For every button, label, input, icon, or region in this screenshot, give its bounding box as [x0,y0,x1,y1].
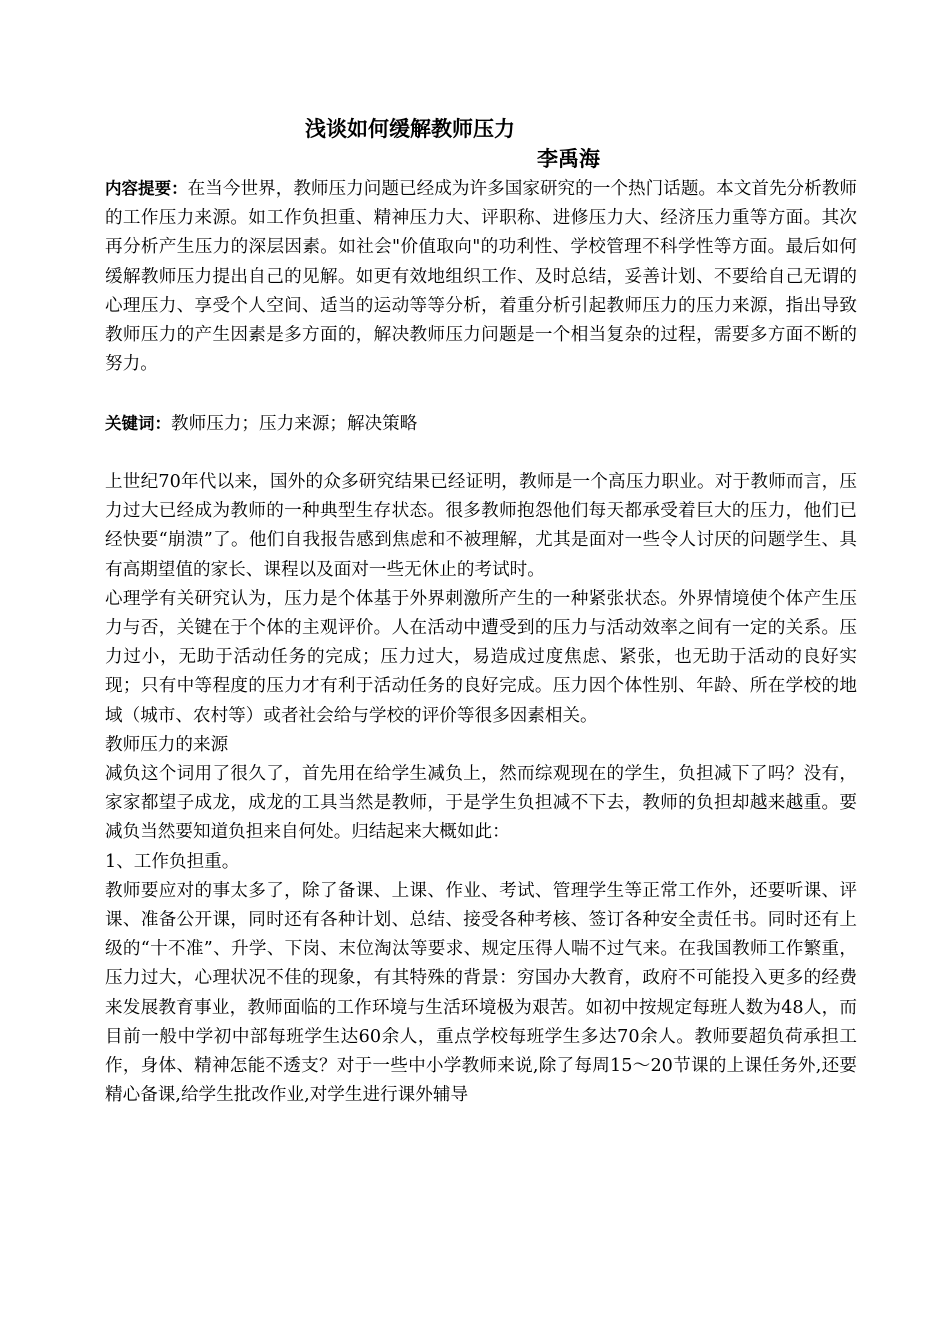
body-paragraph: 减负这个词用了很久了，首先用在给学生减负上，然而综观现在的学生，负担减下了吗？没有，家家都望子成龙，成龙的工具当然是教师，于是学生负担减不下去，教师的负担却越来越重。要减负当然要知道负担来自何处。归结起来大概如此： [105,764,857,843]
document-title: 浅谈如何缓解教师压力 [305,117,515,141]
list-item-heading: 1、工作负担重。 [105,851,240,872]
document-page [105,114,857,1110]
blank-line [105,439,857,468]
abstract-text: 在当今世界，教师压力问题已经成为许多国家研究的一个热门话题。本文首先分析教师的工作压力来源。如工作负担重、精神压力大、评职称、进修压力大、经济压力重等方面。其次再分析产生压力的深层因素。如社会"价值取向"的功利性、学校管理不科学性等方面。最后如何缓解教师压力提出自己的见解。如更有效地组织工作、及时总结，妥善计划、不要给自己无谓的心理压力、享受个人空间、适当的运动等等分析，着重分析引起教师压力的压力来源，指出导致教师压力的产生因素是多方面的，解决教师压力问题是一个相当复杂的过程，需要多方面不断的努力。 [105,179,858,375]
abstract-paragraph [105,174,857,379]
keywords-label: 关键词： [105,413,171,433]
body-paragraph: 教师要应对的事太多了，除了备课、上课、作业、考试、管理学生等正常工作外，还要听课、评课、准备公开课，同时还有各种计划、总结、接受各种考核、签订各种安全责任书。同时还有上级的“十不准”、升学、下岗、末位淘汰等要求、规定压得人喘不过气来。在我国教师工作繁重，压力过大，心理状况不佳的现象，有其特殊的背景：穷国办大教育，政府不可能投入更多的经费来发展教育事业，教师面临的工作环境与生活环境极为艰苦。如初中按规定每班人数为48人，而目前一般中学初中部每班学生达60余人，重点学校每班学生多达70余人。教师要超负荷承担工作，身体、精神怎能不透支？对于一些中小学教师来说,除了每周15～20节课的上课任务外,还要精心备课,给学生批改作业,对学生进行课外辅导 [105,880,857,1106]
body-paragraph: 上世纪70年代以来，国外的众多研究结果已经证明，教师是一个高压力职业。对于教师而言，压力过大已经成为教师的一种典型生存状态。很多教师抱怨他们每天都承受着巨大的压力，他们已经快要“崩溃”了。他们自我报告感到焦虑和不被理解，尤其是面对一些令人讨厌的问题学生、具有高期望值的家长、课程以及面对一些无休止的考试时。 [105,472,857,580]
section-heading: 教师压力的来源 [105,734,229,755]
abstract-label: 内容提要： [105,179,188,198]
body-paragraph: 心理学有关研究认为，压力是个体基于外界刺激所产生的一种紧张状态。外界情境使个体产生压力与否，关键在于个体的主观评价。人在活动中遭受到的压力与活动效率之间有一定的关系。压力过小，无助于活动任务的完成；压力过大，易造成过度焦虑、紧张，也无助于活动的良好实现；只有中等程度的压力才有利于活动任务的良好完成。压力因个体性别、年龄、所在学校的地域（城市、农村等）或者社会给与学校的评价等很多因素相关。 [105,588,857,726]
document-author: 李禹海 [537,147,600,171]
blank-line [105,379,857,408]
keywords-paragraph [105,409,857,439]
keywords-text: 教师压力；压力来源；解决策略 [171,413,418,434]
